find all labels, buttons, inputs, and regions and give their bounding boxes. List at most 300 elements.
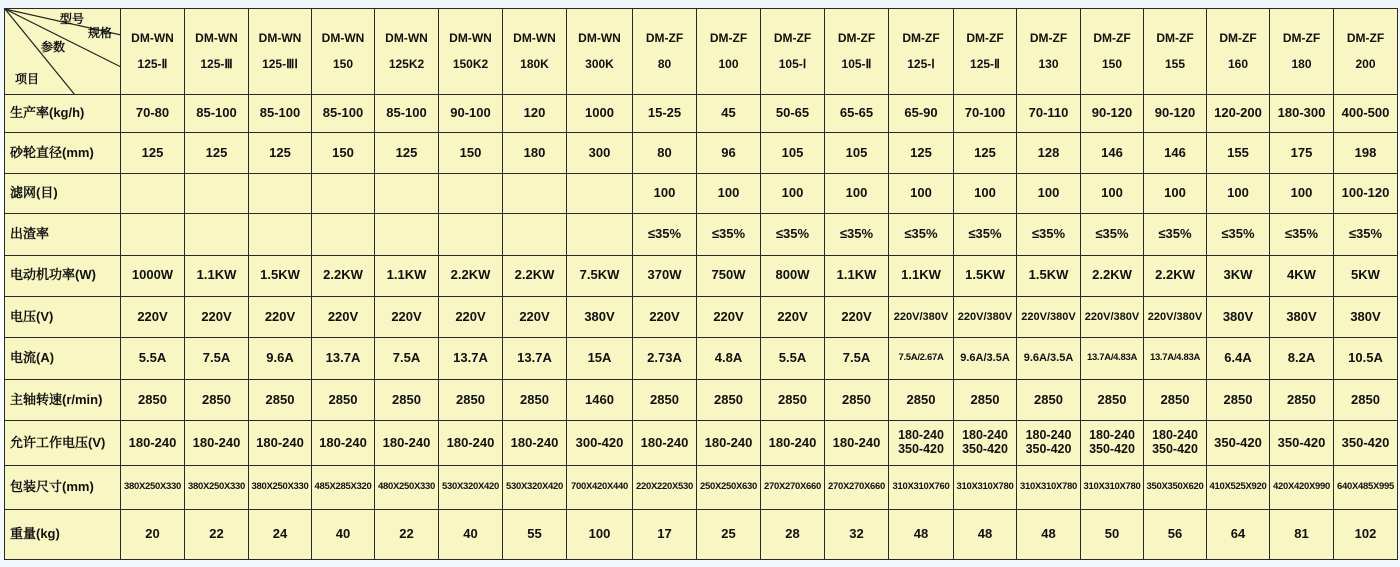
- table-cell: 100: [954, 173, 1017, 213]
- table-cell: 22: [375, 509, 439, 559]
- model-spec: 155: [1164, 56, 1186, 71]
- table-cell: 310X310X780: [1081, 465, 1144, 509]
- model-series: DM-ZF: [837, 31, 876, 46]
- table-cell: 7.5A: [375, 338, 439, 380]
- model-header-cell: [697, 9, 761, 95]
- table-cell: 7.5A: [185, 338, 249, 380]
- model-series: DM-WN: [195, 31, 238, 46]
- table-cell: 370W: [633, 255, 697, 296]
- table-cell: 10.5A: [1334, 338, 1398, 380]
- table-cell: 128: [1017, 133, 1081, 173]
- cell-line: 180-240: [192, 434, 241, 450]
- table-cell: 640X485X995: [1334, 465, 1398, 509]
- table-cell: 2850: [249, 380, 312, 421]
- table-cell: 120-200: [1207, 95, 1270, 133]
- table-cell: 32: [825, 509, 889, 559]
- table-row: [5, 133, 1398, 173]
- table-cell: 310X310X780: [1017, 465, 1081, 509]
- table-cell: 9.6A/3.5A: [1017, 338, 1081, 380]
- table-cell: 380V: [567, 297, 633, 338]
- table-cell: ≤35%: [1207, 213, 1270, 255]
- table-cell: 125: [954, 133, 1017, 173]
- table-cell: [312, 421, 375, 465]
- table-cell: 48: [1017, 509, 1081, 559]
- model-header-cell: [503, 9, 567, 95]
- cell-line: 350-420: [1152, 442, 1198, 456]
- table-cell: 1.1KW: [375, 255, 439, 296]
- table-cell: 100: [697, 173, 761, 213]
- table-cell: 96: [697, 133, 761, 173]
- table-cell: 85-100: [375, 95, 439, 133]
- table-cell: 400-500: [1334, 95, 1398, 133]
- table-cell: [503, 173, 567, 213]
- table-cell: [889, 421, 954, 465]
- table-cell: 9.6A: [249, 338, 312, 380]
- table-cell: 220V: [375, 297, 439, 338]
- model-spec: 125-Ⅲ: [200, 56, 233, 71]
- table-cell: [825, 421, 889, 465]
- table-cell: 2.2KW: [439, 255, 503, 296]
- corner-model-label: 型号: [59, 12, 84, 26]
- table-cell: 40: [312, 509, 375, 559]
- table-cell: 13.7A: [503, 338, 567, 380]
- table-cell: 55: [503, 509, 567, 559]
- table-cell: 56: [1144, 509, 1207, 559]
- model-spec: 200: [1355, 56, 1376, 71]
- table-cell: ≤35%: [633, 213, 697, 255]
- cell-line: 180-240: [510, 434, 559, 450]
- table-cell: 5.5A: [761, 338, 825, 380]
- row-label: 电流(A): [5, 338, 121, 380]
- cell-line: 180-240: [1025, 428, 1072, 443]
- row-label: 生产率(kg/h): [5, 95, 121, 133]
- table-cell: 100: [1144, 173, 1207, 213]
- table-cell: 50-65: [761, 95, 825, 133]
- table-cell: 175: [1270, 133, 1334, 173]
- table-cell: [185, 421, 249, 465]
- row-label: 出渣率: [5, 213, 121, 255]
- model-header-cell: [249, 9, 312, 95]
- table-cell: [249, 173, 312, 213]
- table-cell: 17: [633, 509, 697, 559]
- table-cell: 20: [121, 509, 185, 559]
- row-label: 允许工作电压(V): [5, 421, 121, 465]
- row-label: 电压(V): [5, 297, 121, 338]
- table-cell: 480X250X330: [375, 465, 439, 509]
- corner-param-label: 参数: [41, 40, 66, 54]
- table-cell: 380V: [1207, 297, 1270, 338]
- table-row: [5, 380, 1398, 421]
- table-cell: 100: [761, 173, 825, 213]
- table-cell: ≤35%: [825, 213, 889, 255]
- table-cell: 2850: [1081, 380, 1144, 421]
- table-cell: [121, 421, 185, 465]
- header-row: [5, 9, 1398, 95]
- table-cell: 100: [825, 173, 889, 213]
- table-cell: 2850: [633, 380, 697, 421]
- row-label: 重量(kg): [5, 509, 121, 559]
- table-cell: 2850: [121, 380, 185, 421]
- table-cell: [185, 173, 249, 213]
- table-cell: 485X285X320: [312, 465, 375, 509]
- cell-line: 180-240: [128, 434, 177, 450]
- table-cell: 13.7A: [439, 338, 503, 380]
- cell-line: 180-240: [446, 434, 495, 450]
- model-spec: 160: [1227, 56, 1249, 71]
- table-cell: 380X250X330: [249, 465, 312, 509]
- table-cell: 65-90: [889, 95, 954, 133]
- table-cell: 410X525X920: [1207, 465, 1270, 509]
- model-spec: 125-ⅢⅠ: [262, 56, 298, 71]
- table-cell: 65-65: [825, 95, 889, 133]
- table-row: [5, 255, 1398, 296]
- model-series: DM-ZF: [1156, 31, 1194, 46]
- table-cell: 2850: [825, 380, 889, 421]
- table-cell: 2850: [1270, 380, 1334, 421]
- table-cell: 13.7A: [312, 338, 375, 380]
- table-cell: 81: [1270, 509, 1334, 559]
- table-cell: 105: [761, 133, 825, 173]
- table-cell: 800W: [761, 255, 825, 296]
- table-cell: [954, 421, 1017, 465]
- table-cell: [249, 213, 312, 255]
- table-cell: 1460: [567, 380, 633, 421]
- model-header-cell: [761, 9, 825, 95]
- cell-line: 350-420: [1341, 434, 1390, 450]
- cell-line: 350-420: [898, 442, 944, 456]
- model-series: DM-WN: [385, 31, 428, 46]
- table-cell: 5.5A: [121, 338, 185, 380]
- table-cell: 220V/380V: [954, 297, 1017, 338]
- model-header-cell: [954, 9, 1017, 95]
- table-cell: 220V: [633, 297, 697, 338]
- model-header-cell: [121, 9, 185, 95]
- model-spec: 130: [1038, 56, 1059, 71]
- table-cell: 2850: [312, 380, 375, 421]
- model-series: DM-ZF: [1093, 31, 1131, 46]
- table-cell: 70-110: [1017, 95, 1081, 133]
- table-cell: 1.5KW: [249, 255, 312, 296]
- table-cell: 220V/380V: [1017, 297, 1081, 338]
- table-cell: 5KW: [1334, 255, 1398, 296]
- table-cell: 90-120: [1081, 95, 1144, 133]
- table-cell: 25: [697, 509, 761, 559]
- table-cell: ≤35%: [954, 213, 1017, 255]
- cell-line: 180-240: [1152, 428, 1198, 443]
- table-cell: 50: [1081, 509, 1144, 559]
- table-cell: 2.73A: [633, 338, 697, 380]
- table-cell: 80: [633, 133, 697, 173]
- model-spec: 125K2: [388, 56, 425, 71]
- table-cell: 2850: [889, 380, 954, 421]
- cell-line: 180-240: [704, 434, 753, 450]
- table-cell: 250X250X630: [697, 465, 761, 509]
- table-cell: [375, 173, 439, 213]
- table-cell: ≤35%: [697, 213, 761, 255]
- model-spec: 80: [657, 56, 672, 71]
- table-cell: 24: [249, 509, 312, 559]
- table-cell: 70-100: [954, 95, 1017, 133]
- table-cell: 48: [954, 509, 1017, 559]
- table-cell: 40: [439, 509, 503, 559]
- table-cell: 155: [1207, 133, 1270, 173]
- table-cell: 1000: [567, 95, 633, 133]
- table-cell: 1.1KW: [889, 255, 954, 296]
- table-cell: 220V: [249, 297, 312, 338]
- table-cell: 7.5A/2.67A: [889, 338, 954, 380]
- row-label: 包装尺寸(mm): [5, 465, 121, 509]
- table-cell: 1.5KW: [1017, 255, 1081, 296]
- table-cell: 310X310X760: [889, 465, 954, 509]
- table-cell: 125: [375, 133, 439, 173]
- table-cell: 9.6A/3.5A: [954, 338, 1017, 380]
- table-cell: 220V/380V: [1144, 297, 1207, 338]
- table-cell: [1017, 421, 1081, 465]
- table-cell: 1.1KW: [825, 255, 889, 296]
- table-cell: 2.2KW: [1081, 255, 1144, 296]
- table-cell: ≤35%: [1017, 213, 1081, 255]
- cell-line: 350-420: [1025, 442, 1072, 456]
- model-header-cell: [825, 9, 889, 95]
- cell-line: 350-420: [1277, 434, 1326, 450]
- table-cell: 2850: [1017, 380, 1081, 421]
- table-cell: 420X420X990: [1270, 465, 1334, 509]
- table-cell: 2850: [954, 380, 1017, 421]
- model-spec: 125-Ⅱ: [970, 56, 1000, 71]
- table-cell: 100: [633, 173, 697, 213]
- table-cell: [1270, 421, 1334, 465]
- cell-line: 180-240: [768, 434, 817, 450]
- model-series: DM-WN: [578, 31, 621, 46]
- table-cell: 150: [439, 133, 503, 173]
- table-cell: 2850: [761, 380, 825, 421]
- table-cell: 2.2KW: [1144, 255, 1207, 296]
- table-cell: 125: [121, 133, 185, 173]
- table-cell: 198: [1334, 133, 1398, 173]
- model-header-cell: [1207, 9, 1270, 95]
- table-cell: 220V/380V: [1081, 297, 1144, 338]
- model-header-cell: [1334, 9, 1398, 95]
- table-cell: 530X320X420: [439, 465, 503, 509]
- table-cell: 2850: [185, 380, 249, 421]
- table-cell: [1334, 421, 1398, 465]
- table-cell: 220V: [825, 297, 889, 338]
- table-cell: 2850: [375, 380, 439, 421]
- table-cell: 6.4A: [1207, 338, 1270, 380]
- table-row: [5, 465, 1398, 509]
- table-cell: 125: [249, 133, 312, 173]
- cell-line: 180-240: [319, 434, 367, 450]
- table-cell: 2.2KW: [312, 255, 375, 296]
- model-series: DM-ZF: [1282, 31, 1321, 46]
- table-cell: 4.8A: [697, 338, 761, 380]
- table-cell: 45: [697, 95, 761, 133]
- row-label: 滤网(目): [5, 173, 121, 213]
- table-cell: 22: [185, 509, 249, 559]
- model-series: DM-ZF: [966, 31, 1004, 46]
- table-cell: 100: [1081, 173, 1144, 213]
- table-cell: 85-100: [312, 95, 375, 133]
- model-series: DM-ZF: [1346, 31, 1385, 46]
- table-row: [5, 509, 1398, 559]
- table-cell: 180-300: [1270, 95, 1334, 133]
- model-header-cell: [633, 9, 697, 95]
- cell-line: 300-420: [575, 434, 624, 450]
- table-cell: [1081, 421, 1144, 465]
- model-spec: 105-Ⅰ: [778, 56, 807, 71]
- cell-line: 350-420: [1089, 442, 1135, 456]
- table-cell: 380V: [1270, 297, 1334, 338]
- model-series: DM-ZF: [773, 31, 812, 46]
- cell-line: 180-240: [832, 434, 881, 450]
- table-cell: 48: [889, 509, 954, 559]
- model-series: DM-WN: [131, 31, 174, 46]
- model-series: DM-WN: [321, 31, 365, 46]
- table-cell: 4KW: [1270, 255, 1334, 296]
- table-cell: 180: [503, 133, 567, 173]
- model-spec: 125-Ⅱ: [137, 56, 168, 71]
- table-cell: 85-100: [185, 95, 249, 133]
- cell-line: 180-240: [256, 434, 304, 450]
- table-cell: 100: [889, 173, 954, 213]
- model-spec: 300K: [585, 56, 614, 71]
- table-cell: 64: [1207, 509, 1270, 559]
- table-cell: 270X270X660: [825, 465, 889, 509]
- cell-line: 180-240: [898, 428, 944, 443]
- table-cell: 15A: [567, 338, 633, 380]
- model-header-cell: [375, 9, 439, 95]
- model-header-cell: [889, 9, 954, 95]
- cell-line: 350-420: [1214, 434, 1262, 450]
- table-cell: 100: [1207, 173, 1270, 213]
- model-series: DM-ZF: [709, 31, 748, 46]
- table-cell: 7.5A: [825, 338, 889, 380]
- table-cell: 100: [1270, 173, 1334, 213]
- table-cell: 146: [1144, 133, 1207, 173]
- table-cell: 100-120: [1334, 173, 1398, 213]
- table-cell: 125: [889, 133, 954, 173]
- table-cell: [503, 421, 567, 465]
- model-header-cell: [439, 9, 503, 95]
- table-row: [5, 213, 1398, 255]
- model-spec: 150K2: [452, 56, 489, 71]
- table-cell: 100: [1017, 173, 1081, 213]
- table-row: [5, 173, 1398, 213]
- corner-cell: [5, 9, 121, 95]
- table-cell: 150: [312, 133, 375, 173]
- table-cell: 146: [1081, 133, 1144, 173]
- table-cell: [375, 421, 439, 465]
- table-cell: [633, 421, 697, 465]
- table-cell: 13.7A/4.83A: [1081, 338, 1144, 380]
- corner-spec-label: 规格: [87, 26, 112, 40]
- model-spec: 150: [1101, 56, 1123, 71]
- table-cell: 100: [567, 509, 633, 559]
- table-cell: 120: [503, 95, 567, 133]
- table-cell: [439, 173, 503, 213]
- model-header-cell: [1081, 9, 1144, 95]
- model-series: DM-WN: [449, 31, 492, 46]
- table-cell: 220X220X530: [633, 465, 697, 509]
- table-cell: [697, 421, 761, 465]
- table-cell: [761, 421, 825, 465]
- model-spec: 180: [1291, 56, 1312, 71]
- table-cell: 85-100: [249, 95, 312, 133]
- model-series: DM-ZF: [902, 31, 940, 46]
- table-cell: 220V: [697, 297, 761, 338]
- table-cell: 90-100: [439, 95, 503, 133]
- model-spec: 105-Ⅱ: [841, 56, 872, 71]
- model-header-cell: [1144, 9, 1207, 95]
- table-cell: 750W: [697, 255, 761, 296]
- model-series: DM-WN: [513, 31, 556, 46]
- table-cell: 700X420X440: [567, 465, 633, 509]
- model-spec: 150: [332, 56, 354, 71]
- table-cell: 220V: [312, 297, 375, 338]
- cell-line: 180-240: [962, 428, 1008, 443]
- table-cell: 1000W: [121, 255, 185, 296]
- table-cell: 1.1KW: [185, 255, 249, 296]
- table-cell: 7.5KW: [567, 255, 633, 296]
- table-cell: 13.7A/4.83A: [1144, 338, 1207, 380]
- model-spec: 125-Ⅰ: [907, 56, 935, 71]
- table-cell: 3KW: [1207, 255, 1270, 296]
- table-cell: 530X320X420: [503, 465, 567, 509]
- table-cell: [121, 173, 185, 213]
- cell-line: 350-420: [962, 442, 1008, 456]
- table-cell: 220V: [121, 297, 185, 338]
- row-label: 主轴转速(r/min): [5, 380, 121, 421]
- table-cell: ≤35%: [1270, 213, 1334, 255]
- table-cell: [567, 213, 633, 255]
- table-cell: 2850: [697, 380, 761, 421]
- table-cell: [249, 421, 312, 465]
- table-cell: 220V: [185, 297, 249, 338]
- table-cell: [1144, 421, 1207, 465]
- table-cell: 380X250X330: [185, 465, 249, 509]
- model-header-cell: [567, 9, 633, 95]
- table-cell: 2.2KW: [503, 255, 567, 296]
- cell-line: 180-240: [382, 434, 431, 450]
- cell-line: 180-240: [640, 434, 689, 450]
- table-cell: ≤35%: [1144, 213, 1207, 255]
- model-header-cell: [1017, 9, 1081, 95]
- table-cell: [567, 421, 633, 465]
- table-cell: 300: [567, 133, 633, 173]
- table-cell: 2850: [1144, 380, 1207, 421]
- row-label: 砂轮直径(mm): [5, 133, 121, 173]
- table-row: [5, 338, 1398, 380]
- table-cell: 2850: [439, 380, 503, 421]
- table-cell: 2850: [1207, 380, 1270, 421]
- table-cell: 380V: [1334, 297, 1398, 338]
- corner-item-label: 项目: [15, 71, 40, 86]
- table-cell: ≤35%: [1334, 213, 1398, 255]
- table-cell: [503, 213, 567, 255]
- table-cell: 310X310X780: [954, 465, 1017, 509]
- model-header-cell: [1270, 9, 1334, 95]
- table-cell: 102: [1334, 509, 1398, 559]
- model-spec: 100: [718, 56, 739, 71]
- table-cell: [567, 173, 633, 213]
- table-cell: ≤35%: [889, 213, 954, 255]
- model-spec: 180K: [520, 56, 549, 71]
- model-series: DM-ZF: [1029, 31, 1068, 46]
- model-header-cell: [185, 9, 249, 95]
- table-cell: ≤35%: [1081, 213, 1144, 255]
- row-label: 电动机功率(W): [5, 255, 121, 296]
- table-cell: 8.2A: [1270, 338, 1334, 380]
